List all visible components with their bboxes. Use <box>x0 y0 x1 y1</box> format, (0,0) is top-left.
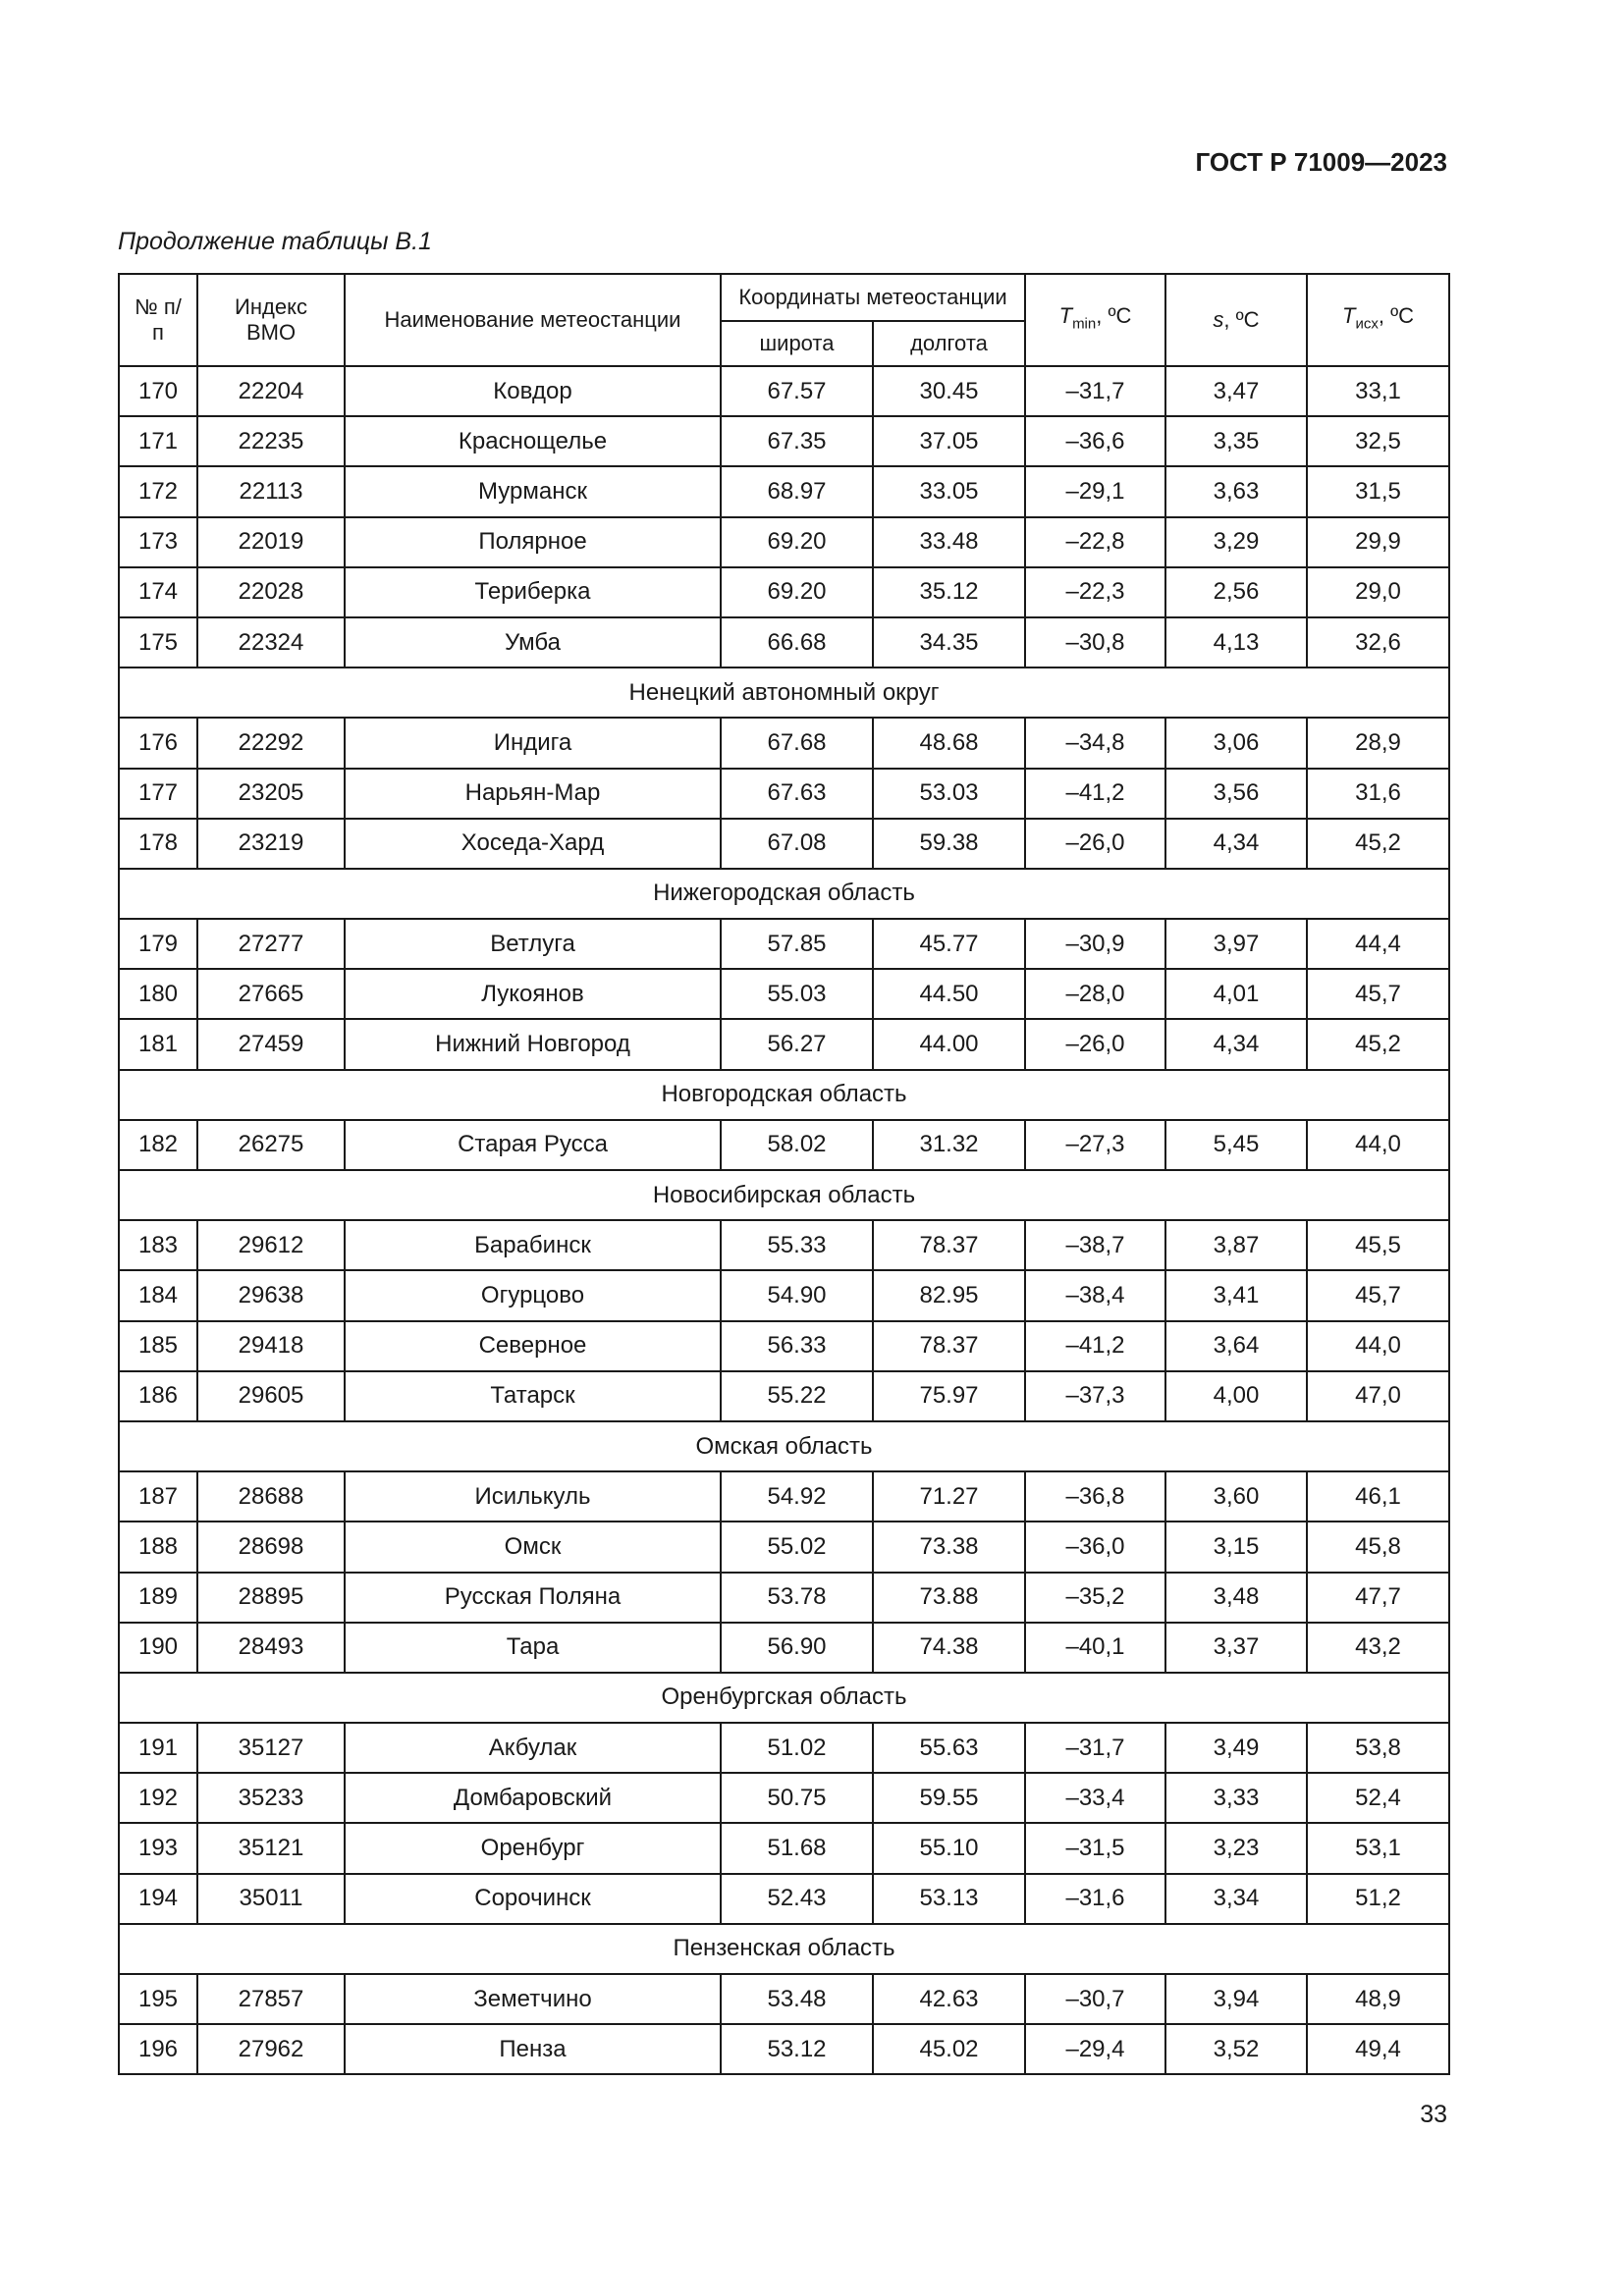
cell-number: 181 <box>119 1019 197 1069</box>
cell-tisx: 33,1 <box>1307 366 1449 416</box>
cell-tisx: 45,2 <box>1307 819 1449 869</box>
region-name: Пензенская область <box>119 1924 1449 1974</box>
weather-stations-table <box>118 273 1450 2075</box>
cell-longitude: 44.50 <box>873 969 1025 1019</box>
table-row <box>119 1471 1449 1522</box>
cell-s: 5,45 <box>1165 1120 1307 1170</box>
cell-wmo-index: 28895 <box>197 1573 345 1623</box>
cell-station-name: Сорочинск <box>345 1874 721 1924</box>
cell-station-name: Лукоянов <box>345 969 721 1019</box>
cell-latitude: 66.68 <box>721 617 873 667</box>
cell-tmin: –36,8 <box>1025 1471 1165 1522</box>
cell-number: 182 <box>119 1120 197 1170</box>
cell-latitude: 53.48 <box>721 1974 873 2024</box>
header-longitude: долгота <box>873 321 1025 366</box>
cell-s: 3,49 <box>1165 1723 1307 1773</box>
table-row <box>119 1623 1449 1673</box>
cell-wmo-index: 27665 <box>197 969 345 1019</box>
header-wmo-index: Индекс ВМО <box>197 274 345 366</box>
cell-tisx: 32,6 <box>1307 617 1449 667</box>
cell-tisx: 31,6 <box>1307 769 1449 819</box>
cell-station-name: Ковдор <box>345 366 721 416</box>
cell-number: 171 <box>119 416 197 466</box>
cell-tmin: –33,4 <box>1025 1773 1165 1823</box>
cell-station-name: Нижний Новгород <box>345 1019 721 1069</box>
table-row <box>119 466 1449 516</box>
cell-tmin: –38,4 <box>1025 1270 1165 1320</box>
document-id: ГОСТ Р 71009—2023 <box>1195 147 1447 177</box>
cell-longitude: 34.35 <box>873 617 1025 667</box>
region-group-row <box>119 869 1449 919</box>
cell-longitude: 33.05 <box>873 466 1025 516</box>
cell-longitude: 59.38 <box>873 819 1025 869</box>
cell-station-name: Северное <box>345 1321 721 1371</box>
cell-station-name: Мурманск <box>345 466 721 516</box>
cell-wmo-index: 22324 <box>197 617 345 667</box>
region-group-row <box>119 1673 1449 1723</box>
cell-latitude: 68.97 <box>721 466 873 516</box>
cell-s: 3,47 <box>1165 366 1307 416</box>
cell-tisx: 47,0 <box>1307 1371 1449 1421</box>
cell-station-name: Умба <box>345 617 721 667</box>
cell-tmin: –34,8 <box>1025 718 1165 768</box>
cell-longitude: 82.95 <box>873 1270 1025 1320</box>
cell-longitude: 48.68 <box>873 718 1025 768</box>
cell-tisx: 29,9 <box>1307 517 1449 567</box>
cell-tmin: –31,5 <box>1025 1823 1165 1873</box>
cell-latitude: 67.35 <box>721 416 873 466</box>
cell-station-name: Нарьян-Мар <box>345 769 721 819</box>
cell-wmo-index: 28688 <box>197 1471 345 1522</box>
table-row <box>119 1874 1449 1924</box>
cell-longitude: 33.48 <box>873 517 1025 567</box>
cell-station-name: Ветлуга <box>345 919 721 969</box>
cell-tisx: 43,2 <box>1307 1623 1449 1673</box>
tisx-unit: , ºC <box>1378 302 1414 328</box>
s-symbol: s <box>1213 307 1224 332</box>
cell-latitude: 69.20 <box>721 567 873 617</box>
cell-tisx: 47,7 <box>1307 1573 1449 1623</box>
cell-longitude: 42.63 <box>873 1974 1025 2024</box>
cell-number: 177 <box>119 769 197 819</box>
cell-latitude: 54.90 <box>721 1270 873 1320</box>
cell-tisx: 48,9 <box>1307 1974 1449 2024</box>
cell-tmin: –37,3 <box>1025 1371 1165 1421</box>
cell-longitude: 75.97 <box>873 1371 1025 1421</box>
table-row <box>119 1321 1449 1371</box>
cell-s: 3,63 <box>1165 466 1307 516</box>
cell-number: 172 <box>119 466 197 516</box>
cell-tmin: –30,8 <box>1025 617 1165 667</box>
cell-s: 3,94 <box>1165 1974 1307 2024</box>
cell-latitude: 55.02 <box>721 1522 873 1572</box>
cell-s: 4,00 <box>1165 1371 1307 1421</box>
table-row <box>119 2024 1449 2074</box>
cell-latitude: 69.20 <box>721 517 873 567</box>
cell-number: 188 <box>119 1522 197 1572</box>
cell-wmo-index: 29638 <box>197 1270 345 1320</box>
cell-tmin: –29,1 <box>1025 466 1165 516</box>
cell-longitude: 73.38 <box>873 1522 1025 1572</box>
cell-tmin: –31,7 <box>1025 366 1165 416</box>
cell-longitude: 78.37 <box>873 1321 1025 1371</box>
region-name: Омская область <box>119 1421 1449 1471</box>
cell-tmin: –31,6 <box>1025 1874 1165 1924</box>
cell-station-name: Хоседа-Хард <box>345 819 721 869</box>
cell-number: 174 <box>119 567 197 617</box>
table-caption: Продолжение таблицы В.1 <box>118 228 432 255</box>
cell-station-name: Териберка <box>345 567 721 617</box>
table-body <box>119 366 1449 2074</box>
cell-station-name: Оренбург <box>345 1823 721 1873</box>
header-coordinates: Координаты метеостанции <box>721 274 1025 321</box>
cell-tmin: –36,6 <box>1025 416 1165 466</box>
cell-tisx: 45,8 <box>1307 1522 1449 1572</box>
cell-tisx: 46,1 <box>1307 1471 1449 1522</box>
cell-wmo-index: 35011 <box>197 1874 345 1924</box>
cell-number: 189 <box>119 1573 197 1623</box>
cell-longitude: 37.05 <box>873 416 1025 466</box>
cell-wmo-index: 27277 <box>197 919 345 969</box>
cell-latitude: 55.33 <box>721 1220 873 1270</box>
table-row <box>119 1823 1449 1873</box>
cell-latitude: 54.92 <box>721 1471 873 1522</box>
cell-tmin: –31,7 <box>1025 1723 1165 1773</box>
cell-number: 190 <box>119 1623 197 1673</box>
cell-s: 4,34 <box>1165 1019 1307 1069</box>
cell-wmo-index: 23219 <box>197 819 345 869</box>
cell-latitude: 57.85 <box>721 919 873 969</box>
cell-number: 184 <box>119 1270 197 1320</box>
cell-wmo-index: 29605 <box>197 1371 345 1421</box>
cell-number: 175 <box>119 617 197 667</box>
cell-s: 3,60 <box>1165 1471 1307 1522</box>
header-number: № п/п <box>119 274 197 366</box>
cell-tisx: 32,5 <box>1307 416 1449 466</box>
tisx-symbol: T <box>1342 302 1356 328</box>
cell-s: 3,34 <box>1165 1874 1307 1924</box>
cell-number: 170 <box>119 366 197 416</box>
cell-tmin: –38,7 <box>1025 1220 1165 1270</box>
cell-wmo-index: 35127 <box>197 1723 345 1773</box>
cell-wmo-index: 22113 <box>197 466 345 516</box>
cell-tmin: –30,7 <box>1025 1974 1165 2024</box>
cell-tisx: 44,0 <box>1307 1120 1449 1170</box>
cell-s: 3,52 <box>1165 2024 1307 2074</box>
cell-longitude: 53.13 <box>873 1874 1025 1924</box>
table-row <box>119 1019 1449 1069</box>
cell-number: 183 <box>119 1220 197 1270</box>
cell-s: 3,48 <box>1165 1573 1307 1623</box>
cell-longitude: 45.02 <box>873 2024 1025 2074</box>
cell-s: 3,35 <box>1165 416 1307 466</box>
cell-latitude: 58.02 <box>721 1120 873 1170</box>
cell-wmo-index: 27962 <box>197 2024 345 2074</box>
header-latitude: широта <box>721 321 873 366</box>
table-row <box>119 1120 1449 1170</box>
cell-s: 3,56 <box>1165 769 1307 819</box>
cell-number: 186 <box>119 1371 197 1421</box>
cell-tmin: –35,2 <box>1025 1573 1165 1623</box>
tmin-subscript: min <box>1072 315 1097 333</box>
cell-wmo-index: 29612 <box>197 1220 345 1270</box>
table-row <box>119 1573 1449 1623</box>
header-tmin <box>1025 274 1165 366</box>
region-name: Нижегородская область <box>119 869 1449 919</box>
cell-number: 195 <box>119 1974 197 2024</box>
cell-s: 3,33 <box>1165 1773 1307 1823</box>
cell-longitude: 73.88 <box>873 1573 1025 1623</box>
cell-longitude: 78.37 <box>873 1220 1025 1270</box>
cell-station-name: Акбулак <box>345 1723 721 1773</box>
cell-wmo-index: 28493 <box>197 1623 345 1673</box>
cell-wmo-index: 27857 <box>197 1974 345 2024</box>
header-s <box>1165 274 1307 366</box>
cell-longitude: 35.12 <box>873 567 1025 617</box>
cell-tmin: –26,0 <box>1025 819 1165 869</box>
table-row <box>119 1371 1449 1421</box>
header-tisx <box>1307 274 1449 366</box>
cell-latitude: 51.68 <box>721 1823 873 1873</box>
cell-tmin: –22,8 <box>1025 517 1165 567</box>
cell-number: 176 <box>119 718 197 768</box>
cell-station-name: Домбаровский <box>345 1773 721 1823</box>
cell-tisx: 31,5 <box>1307 466 1449 516</box>
cell-station-name: Индига <box>345 718 721 768</box>
table-row <box>119 416 1449 466</box>
cell-wmo-index: 22292 <box>197 718 345 768</box>
cell-longitude: 71.27 <box>873 1471 1025 1522</box>
cell-latitude: 67.08 <box>721 819 873 869</box>
cell-wmo-index: 35233 <box>197 1773 345 1823</box>
cell-wmo-index: 22019 <box>197 517 345 567</box>
cell-tmin: –40,1 <box>1025 1623 1165 1673</box>
cell-longitude: 55.10 <box>873 1823 1025 1873</box>
cell-tisx: 28,9 <box>1307 718 1449 768</box>
cell-tmin: –27,3 <box>1025 1120 1165 1170</box>
cell-longitude: 74.38 <box>873 1623 1025 1673</box>
page-number: 33 <box>1420 2101 1447 2128</box>
cell-tisx: 51,2 <box>1307 1874 1449 1924</box>
cell-number: 185 <box>119 1321 197 1371</box>
cell-s: 3,41 <box>1165 1270 1307 1320</box>
cell-tisx: 44,0 <box>1307 1321 1449 1371</box>
cell-longitude: 30.45 <box>873 366 1025 416</box>
cell-s: 4,01 <box>1165 969 1307 1019</box>
region-name: Ненецкий автономный округ <box>119 667 1449 718</box>
cell-latitude: 56.27 <box>721 1019 873 1069</box>
cell-s: 4,13 <box>1165 617 1307 667</box>
table-row <box>119 718 1449 768</box>
cell-tisx: 44,4 <box>1307 919 1449 969</box>
tmin-symbol: T <box>1058 302 1073 328</box>
cell-latitude: 67.63 <box>721 769 873 819</box>
header-station-name: Наименование метеостанции <box>345 274 721 366</box>
cell-longitude: 31.32 <box>873 1120 1025 1170</box>
cell-tisx: 45,7 <box>1307 1270 1449 1320</box>
cell-number: 192 <box>119 1773 197 1823</box>
cell-latitude: 56.33 <box>721 1321 873 1371</box>
region-name: Новгородская область <box>119 1070 1449 1120</box>
cell-station-name: Тара <box>345 1623 721 1673</box>
table-row <box>119 567 1449 617</box>
table-row <box>119 819 1449 869</box>
tmin-unit: , ºC <box>1096 302 1132 328</box>
region-name: Оренбургская область <box>119 1673 1449 1723</box>
cell-wmo-index: 22235 <box>197 416 345 466</box>
table-row <box>119 1974 1449 2024</box>
cell-longitude: 55.63 <box>873 1723 1025 1773</box>
cell-station-name: Исилькуль <box>345 1471 721 1522</box>
cell-latitude: 55.03 <box>721 969 873 1019</box>
cell-number: 196 <box>119 2024 197 2074</box>
cell-longitude: 59.55 <box>873 1773 1025 1823</box>
table-row <box>119 366 1449 416</box>
cell-s: 3,97 <box>1165 919 1307 969</box>
cell-s: 3,87 <box>1165 1220 1307 1270</box>
table-row <box>119 1270 1449 1320</box>
cell-wmo-index: 22204 <box>197 366 345 416</box>
cell-station-name: Огурцово <box>345 1270 721 1320</box>
cell-number: 173 <box>119 517 197 567</box>
cell-station-name: Омск <box>345 1522 721 1572</box>
cell-station-name: Русская Поляна <box>345 1573 721 1623</box>
cell-tmin: –30,9 <box>1025 919 1165 969</box>
region-group-row <box>119 1421 1449 1471</box>
region-group-row <box>119 1170 1449 1220</box>
cell-tmin: –29,4 <box>1025 2024 1165 2074</box>
cell-s: 3,15 <box>1165 1522 1307 1572</box>
cell-tmin: –41,2 <box>1025 1321 1165 1371</box>
cell-tmin: –26,0 <box>1025 1019 1165 1069</box>
table-row <box>119 517 1449 567</box>
cell-station-name: Татарск <box>345 1371 721 1421</box>
table-row <box>119 617 1449 667</box>
cell-station-name: Пенза <box>345 2024 721 2074</box>
cell-longitude: 53.03 <box>873 769 1025 819</box>
cell-station-name: Старая Русса <box>345 1120 721 1170</box>
region-group-row <box>119 1070 1449 1120</box>
table-row <box>119 919 1449 969</box>
cell-station-name: Полярное <box>345 517 721 567</box>
cell-tisx: 49,4 <box>1307 2024 1449 2074</box>
region-name: Новосибирская область <box>119 1170 1449 1220</box>
cell-wmo-index: 27459 <box>197 1019 345 1069</box>
cell-tmin: –41,2 <box>1025 769 1165 819</box>
cell-tisx: 45,5 <box>1307 1220 1449 1270</box>
cell-latitude: 67.68 <box>721 718 873 768</box>
cell-station-name: Земетчино <box>345 1974 721 2024</box>
cell-latitude: 53.78 <box>721 1573 873 1623</box>
cell-longitude: 44.00 <box>873 1019 1025 1069</box>
cell-tmin: –28,0 <box>1025 969 1165 1019</box>
cell-s: 3,29 <box>1165 517 1307 567</box>
cell-tisx: 52,4 <box>1307 1773 1449 1823</box>
cell-number: 180 <box>119 969 197 1019</box>
cell-number: 179 <box>119 919 197 969</box>
cell-latitude: 55.22 <box>721 1371 873 1421</box>
cell-latitude: 53.12 <box>721 2024 873 2074</box>
cell-s: 2,56 <box>1165 567 1307 617</box>
cell-s: 3,23 <box>1165 1823 1307 1873</box>
region-group-row <box>119 1924 1449 1974</box>
cell-latitude: 67.57 <box>721 366 873 416</box>
cell-number: 178 <box>119 819 197 869</box>
cell-latitude: 56.90 <box>721 1623 873 1673</box>
table-row <box>119 1723 1449 1773</box>
table-row <box>119 1773 1449 1823</box>
cell-latitude: 52.43 <box>721 1874 873 1924</box>
cell-latitude: 51.02 <box>721 1723 873 1773</box>
cell-number: 193 <box>119 1823 197 1873</box>
cell-s: 3,06 <box>1165 718 1307 768</box>
cell-wmo-index: 26275 <box>197 1120 345 1170</box>
cell-tisx: 53,8 <box>1307 1723 1449 1773</box>
cell-wmo-index: 22028 <box>197 567 345 617</box>
cell-wmo-index: 29418 <box>197 1321 345 1371</box>
cell-tmin: –36,0 <box>1025 1522 1165 1572</box>
table-row <box>119 1522 1449 1572</box>
cell-number: 187 <box>119 1471 197 1522</box>
cell-s: 3,64 <box>1165 1321 1307 1371</box>
cell-latitude: 50.75 <box>721 1773 873 1823</box>
cell-tisx: 45,7 <box>1307 969 1449 1019</box>
cell-wmo-index: 28698 <box>197 1522 345 1572</box>
table-row <box>119 969 1449 1019</box>
cell-tisx: 29,0 <box>1307 567 1449 617</box>
cell-number: 191 <box>119 1723 197 1773</box>
cell-station-name: Краснощелье <box>345 416 721 466</box>
tisx-subscript: исх <box>1355 315 1379 333</box>
region-group-row <box>119 667 1449 718</box>
cell-wmo-index: 23205 <box>197 769 345 819</box>
cell-tmin: –22,3 <box>1025 567 1165 617</box>
cell-wmo-index: 35121 <box>197 1823 345 1873</box>
table-row <box>119 769 1449 819</box>
cell-tisx: 53,1 <box>1307 1823 1449 1873</box>
cell-s: 3,37 <box>1165 1623 1307 1673</box>
cell-s: 4,34 <box>1165 819 1307 869</box>
cell-longitude: 45.77 <box>873 919 1025 969</box>
cell-number: 194 <box>119 1874 197 1924</box>
cell-tisx: 45,2 <box>1307 1019 1449 1069</box>
cell-station-name: Барабинск <box>345 1220 721 1270</box>
s-unit: , ºC <box>1223 307 1260 332</box>
table-row <box>119 1220 1449 1270</box>
